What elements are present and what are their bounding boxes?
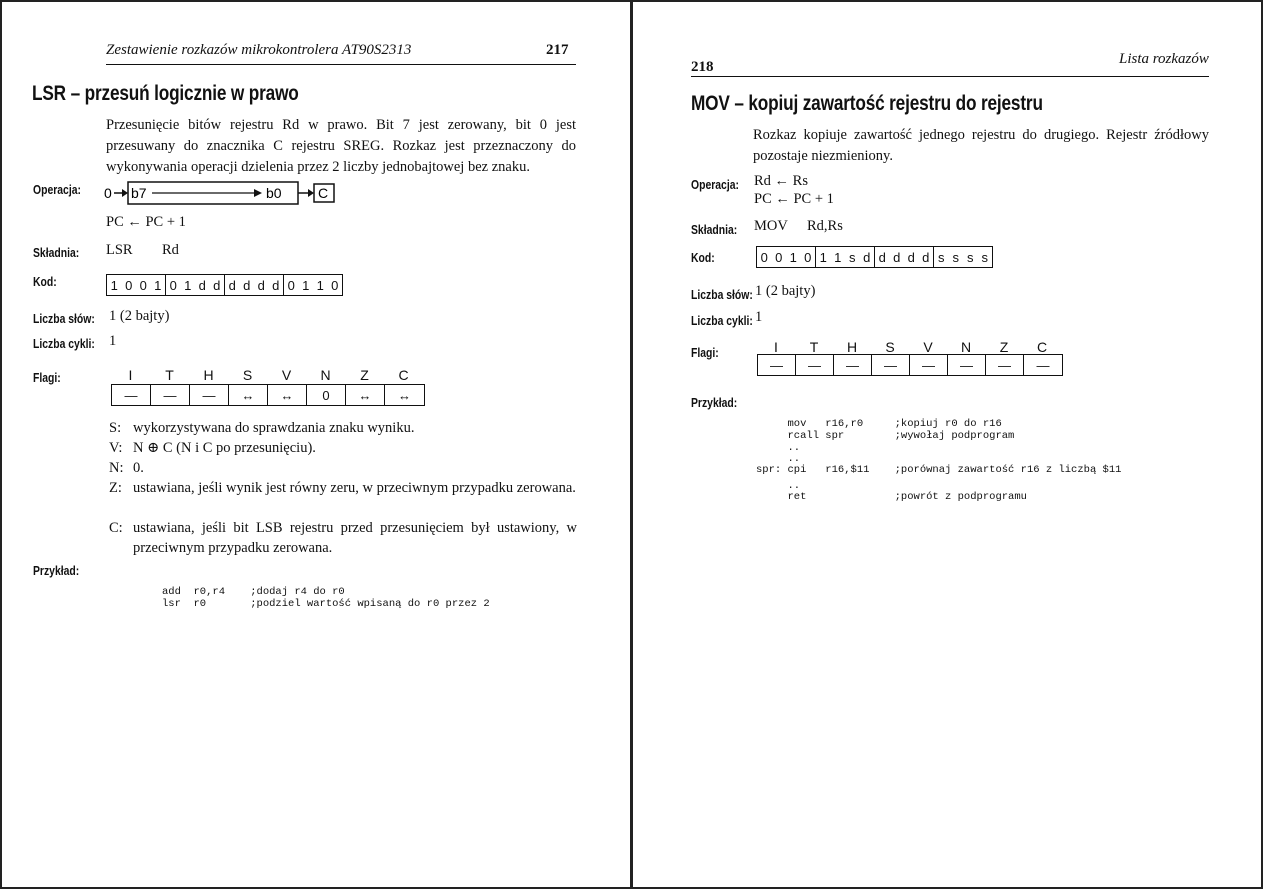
syntax-mnemonic: LSR xyxy=(106,242,133,258)
operation-label: Operacja: xyxy=(33,182,81,197)
opcode-bit: 0 xyxy=(125,277,133,293)
words-value: 1 (2 bajty) xyxy=(755,283,816,299)
flag-name: T xyxy=(165,367,174,383)
opcode-bit: 1 xyxy=(184,277,192,293)
flag-values xyxy=(757,354,1063,376)
flag-name: N xyxy=(320,367,331,383)
opcode-bit: 0 xyxy=(775,249,783,265)
example-line: rcall spr ;wywołaj podprogram xyxy=(756,430,1015,442)
flag-desc-n xyxy=(109,458,577,478)
left-page xyxy=(0,0,632,889)
flag-desc-key: S: xyxy=(109,420,122,436)
flag-name: Z xyxy=(360,367,369,383)
op-line-1: Rd ← Rs xyxy=(754,173,808,189)
flag-value: ↔ xyxy=(346,385,385,405)
example-line: .. xyxy=(756,453,801,465)
header-rule-right xyxy=(691,76,1209,77)
flag-desc-key: N: xyxy=(109,460,124,476)
flag-desc-text: ustawiana, jeśli bit LSB rejestru przed przesunięciem był ustawiony, w przeciwnym przypadku zerowana. xyxy=(133,520,577,556)
flag-values xyxy=(111,384,425,406)
flag-value: — xyxy=(796,355,834,375)
flag-name: N xyxy=(960,339,972,355)
opcode-bit: 0 xyxy=(760,249,768,265)
example-line: lsr r0 ;podziel wartość wpisaną do r0 przez 2 xyxy=(162,598,490,610)
opcode-bit: d xyxy=(213,277,221,293)
example-line: .. xyxy=(756,480,801,492)
opcode-bit: s xyxy=(952,249,959,265)
syntax-label: Składnia: xyxy=(33,245,80,260)
operation-label: Operacja: xyxy=(691,177,739,192)
flag-value: — xyxy=(151,385,190,405)
opcode-group xyxy=(934,247,992,267)
syntax-operands: Rd,Rs xyxy=(807,218,843,234)
opcode-bit: s xyxy=(849,249,856,265)
example-label: Przykład: xyxy=(691,395,738,410)
flag-value: — xyxy=(758,355,796,375)
flag-value: — xyxy=(986,355,1024,375)
example-line: ret ;powrót z podprogramu xyxy=(756,491,1027,503)
opcode-group xyxy=(107,275,166,295)
flag-value: — xyxy=(834,355,872,375)
intro-lsr: Przesunięcie bitów rejestru Rd w prawo. Bit 7 jest zerowany, bit 0 jest przesuwany do znacznika C rejestru SREG. Rozkaz jest przeznaczony do wykonywania operacji dzielenia przez 2 liczby jednobajtowej bez znaku. xyxy=(106,117,576,175)
opcode-group xyxy=(757,247,816,267)
opcode-bit: d xyxy=(198,277,206,293)
example-line: .. xyxy=(756,442,801,454)
flag-desc-c xyxy=(109,518,577,558)
flag-names xyxy=(757,339,1061,355)
flag-desc-text: N ⊕ C (N i C po przesunięciu). xyxy=(133,440,316,456)
syntax-operands: Rd xyxy=(162,242,179,258)
running-header-right: Lista rozkazów xyxy=(1119,51,1209,67)
example-label: Przykład: xyxy=(33,563,80,578)
opcode-bit: d xyxy=(228,277,236,293)
flag-value: — xyxy=(1036,357,1050,373)
flag-names xyxy=(111,367,423,383)
words-label: Liczba słów: xyxy=(691,287,753,302)
diagram-zero: 0 xyxy=(104,185,112,201)
opcode-box xyxy=(756,246,993,268)
opcode-bit: s xyxy=(981,249,988,265)
opcode-bit: 1 xyxy=(819,249,827,265)
flag-value: 0 xyxy=(307,385,346,405)
flag-value: — xyxy=(910,355,948,375)
opcode-bit: 1 xyxy=(834,249,842,265)
opcode-bit: d xyxy=(863,249,871,265)
flag-desc-text: 0. xyxy=(133,460,144,476)
opcode-group xyxy=(284,275,342,295)
opcode-group xyxy=(875,247,934,267)
code-label: Kod: xyxy=(691,250,715,265)
flag-desc-v xyxy=(109,438,577,458)
flag-name: S xyxy=(242,367,253,383)
opcode-bit: 1 xyxy=(789,249,797,265)
example-line: add r0,r4 ;dodaj r4 do r0 xyxy=(162,586,345,598)
opcode-bit: d xyxy=(878,249,886,265)
flag-name: C xyxy=(1036,339,1048,355)
opcode-bit: 0 xyxy=(139,277,147,293)
cycles-value: 1 xyxy=(109,333,117,349)
running-header-left: Zestawienie rozkazów mikrokontrolera AT90S2313 xyxy=(106,42,412,58)
page-number-right: 218 xyxy=(691,59,714,75)
opcode-bit: d xyxy=(922,249,930,265)
flag-name: I xyxy=(128,367,133,383)
flag-name: H xyxy=(203,367,214,383)
opcode-box xyxy=(106,274,343,296)
flag-value: ↔ xyxy=(229,385,268,405)
opcode-bit: 0 xyxy=(804,249,812,265)
flag-value: ↔ xyxy=(398,387,411,403)
flag-name: T xyxy=(809,339,819,355)
opcode-bit: 0 xyxy=(287,277,295,293)
right-page xyxy=(631,0,1263,889)
diagram-c: C xyxy=(318,185,329,201)
opcode-bit: d xyxy=(272,277,280,293)
opcode-bit: 1 xyxy=(154,277,162,293)
flag-desc-key: Z: xyxy=(109,480,122,496)
opcode-group xyxy=(166,275,225,295)
example-line: mov r16,r0 ;kopiuj r0 do r16 xyxy=(756,418,1002,430)
diagram-b7: b7 xyxy=(131,185,147,201)
words-value: 1 (2 bajty) xyxy=(109,308,170,324)
section-title-mov: MOV – kopiuj zawartość rejestru do rejestru xyxy=(691,92,1043,115)
flag-name: I xyxy=(774,339,778,355)
cycles-value: 1 xyxy=(755,309,763,325)
flag-name: Z xyxy=(999,339,1009,355)
intro-mov: Rozkaz kopiuje zawartość jednego rejestru do drugiego. Rejestr źródłowy pozostaje niezmieniony. xyxy=(753,127,1209,164)
opcode-group xyxy=(816,247,875,267)
flag-value: — xyxy=(872,355,910,375)
opcode-bit: 1 xyxy=(110,277,118,293)
syntax-label: Składnia: xyxy=(691,222,738,237)
opcode-bit: s xyxy=(938,249,945,265)
opcode-bit: d xyxy=(243,277,251,293)
code-label: Kod: xyxy=(33,274,57,289)
flag-value: — xyxy=(190,385,229,405)
shift-diagram xyxy=(104,178,344,208)
op-line-2: PC ← PC + 1 xyxy=(754,191,834,207)
flag-value: — xyxy=(112,385,151,405)
opcode-bit: 0 xyxy=(169,277,177,293)
flags-label: Flagi: xyxy=(691,345,719,360)
flag-value: — xyxy=(948,355,986,375)
flag-desc-s xyxy=(109,418,577,438)
opcode-bit: 1 xyxy=(302,277,310,293)
flag-desc-text: wykorzystywana do sprawdzania znaku wyniku. xyxy=(133,420,415,436)
flag-desc-text: ustawiana, jeśli wynik jest równy zeru, w przeciwnym przypadku zerowana. xyxy=(133,480,576,496)
flags-label: Flagi: xyxy=(33,370,61,385)
flag-value: ↔ xyxy=(268,385,307,405)
op-pc-line: PC ← PC + 1 xyxy=(106,214,186,230)
flag-desc-key: C: xyxy=(109,520,123,536)
diagram-b0: b0 xyxy=(266,185,282,201)
words-label: Liczba słów: xyxy=(33,311,95,326)
flag-name: V xyxy=(281,367,292,383)
opcode-group xyxy=(225,275,284,295)
example-line: spr: cpi r16,$11 ;porównaj zawartość r16 z liczbą $11 xyxy=(756,464,1122,476)
flag-name: V xyxy=(923,339,933,355)
opcode-bit: 1 xyxy=(316,277,324,293)
flag-desc-z xyxy=(109,478,577,518)
flag-desc-key: V: xyxy=(109,440,123,456)
page-number-left: 217 xyxy=(546,42,569,58)
opcode-bit: d xyxy=(257,277,265,293)
section-title-lsr: LSR – przesuń logicznie w prawo xyxy=(32,82,299,105)
flag-name: S xyxy=(885,339,895,355)
cycles-label: Liczba cykli: xyxy=(33,336,95,351)
flag-name: C xyxy=(398,367,409,383)
syntax-mnemonic: MOV xyxy=(754,218,788,234)
opcode-bit: d xyxy=(907,249,915,265)
header-rule-left xyxy=(106,64,576,65)
cycles-label: Liczba cykli: xyxy=(691,313,753,328)
flag-name: H xyxy=(846,339,858,355)
opcode-bit: d xyxy=(893,249,901,265)
opcode-bit: 0 xyxy=(331,277,339,293)
opcode-bit: s xyxy=(967,249,974,265)
